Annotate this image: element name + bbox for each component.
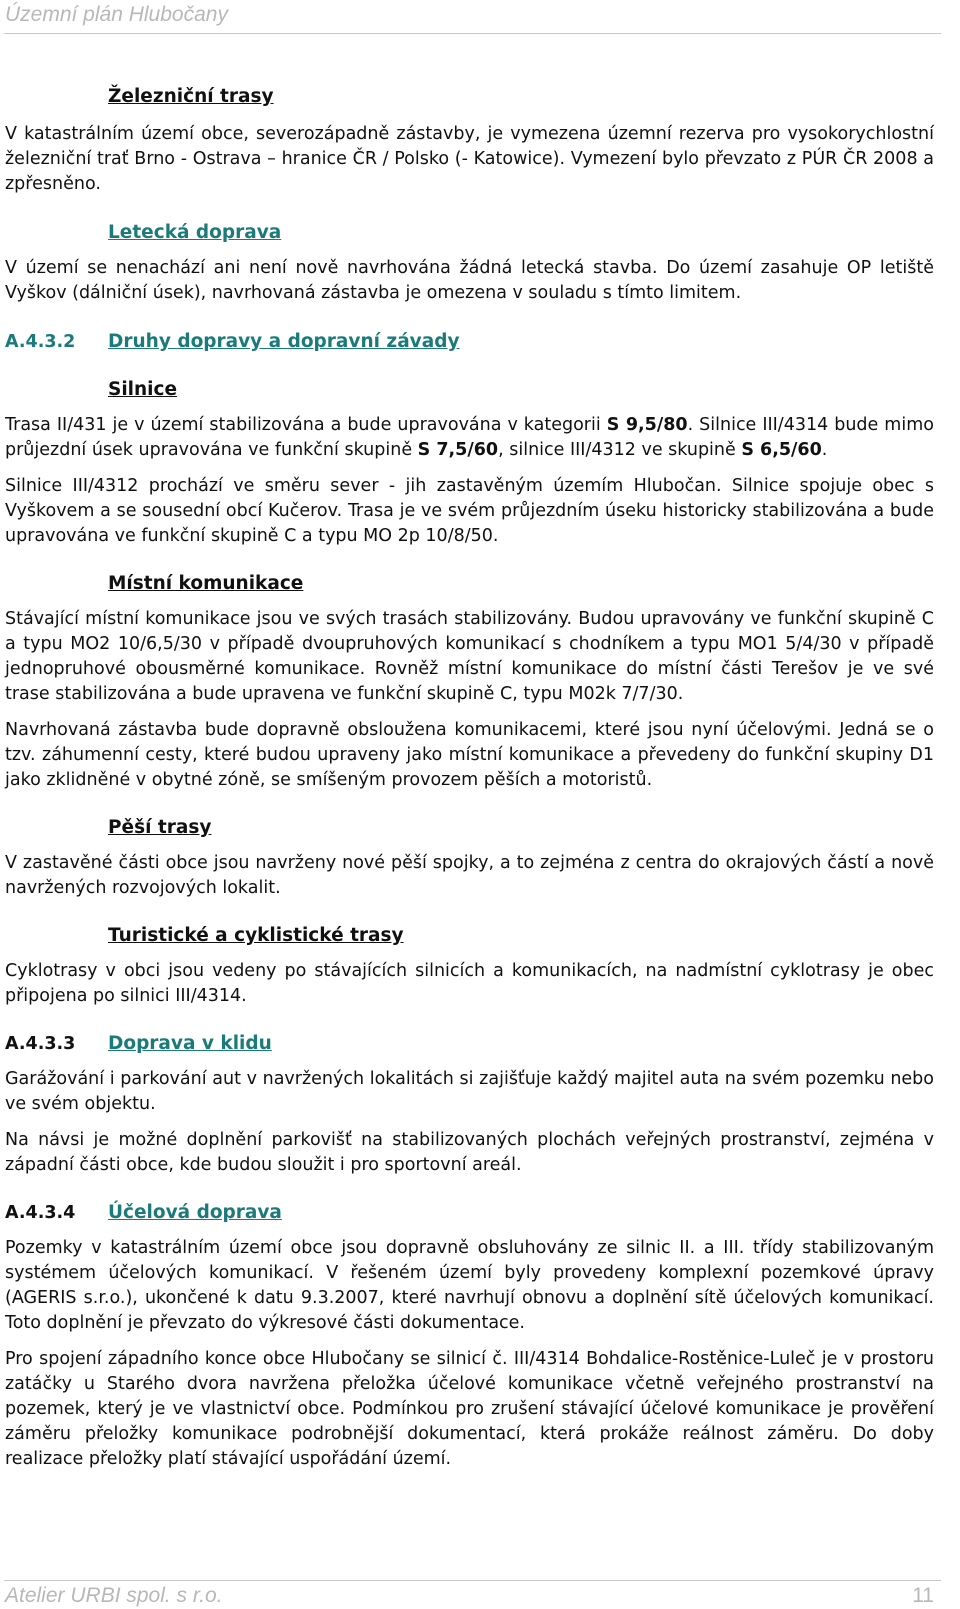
heading-letecka-doprava: Letecká doprava: [108, 222, 282, 243]
document-body: [5, 84, 934, 1472]
paragraph-klid-1: Garážování i parkování aut v navržených lokalitách si zajišťuje každý majitel auta na svém pozemku nebo ve svém objektu.: [5, 1069, 934, 1114]
footer-company: Atelier URBI spol. s r.o.: [5, 1584, 223, 1607]
heading-mistni-komunikace: Místní komunikace: [108, 573, 304, 594]
section-druhy-dopravy: [5, 329, 934, 355]
heading-zeleznicni-trasy: Železniční trasy: [108, 86, 274, 107]
footer-page-number: 11: [912, 1584, 934, 1607]
paragraph-silnice-2: Silnice III/4312 prochází ve směru sever - jih zastavěným územím Hlubočan. Silnice spojuje obec s Vyškovem a se sousední obcí Kučerov. Trasa je ve svém průjezdním úseku historicky stabilizována a bude upravována ve funkční skupině C a typu MO 2p 10/8/50.: [5, 476, 934, 546]
page-header-title: Územní plán Hlubočany: [5, 3, 228, 26]
paragraph-zeleznice: V katastrálním území obce, severozápadně zástavby, je vymezena územní rezerva pro vysokorychlostní železniční trať Brno - Ostrava – hranice ČR / Polsko (- Katowice). Vymezení bylo převzato z PÚR ČR 2008 a zpřesněno.: [5, 124, 934, 194]
paragraph-mistni-2: Navrhovaná zástavba bude dopravně obsloužena komunikacemi, které jsou nyní účelovými. Jedná se o tzv. záhumenní cesty, které budou upraveny jako místní komunikace a převedeny do funkční skupiny D1 jako zklidněné v obytné zóně, se smíšeným provozem pěších a motoristů.: [5, 720, 934, 790]
paragraph-mistni-1: Stávající místní komunikace jsou ve svých trasách stabilizovány. Budou upravovány ve funkční skupině C a typu MO2 10/6,5/30 v případě dvoupruhových komunikací s chodníkem a typu MO1 5/4/30 v případě jednopruhové obousměrné komunikace. Rovněž místní komunikace do místní části Terešov je ve své trase stabilizována a bude upravena ve funkční skupině C, typu M02k 7/7/30.: [5, 609, 934, 704]
header-divider: [4, 33, 941, 34]
section-number: A.4.3.2: [5, 332, 76, 352]
section-number: A.4.3.3: [5, 1034, 76, 1054]
heading-turisticke-trasy: Turistické a cyklistické trasy: [108, 925, 404, 946]
footer-divider: [4, 1580, 941, 1581]
paragraph-ucelova-1: Pozemky v katastrálním území obce jsou dopravně obsluhovány ze silnic II. a III. třídy stabilizovaným systémem účelových komunikací. V řešeném území byly provedeny komplexní pozemkové úpravy (AGERIS s.r.o.), ukončené k datu 9.3.2007, které navrhují obnovu a doplnění sítě účelových komunikací. Toto doplnění je převzato do výkresové části dokumentace.: [5, 1238, 934, 1333]
paragraph-silnice-1: Trasa II/431 je v území stabilizována a bude upravována v kategorii S 9,5/80. Silnice III/4314 bude mimo průjezdní úsek upravována ve funkční skupině S 7,5/60, silnice III/4312 ve skupině S 6,5/60.: [5, 415, 934, 460]
section-ucelova-doprava: [5, 1200, 934, 1226]
paragraph-letecka: V území se nenachází ani není nově navrhována žádná letecká stavba. Do území zasahuje OP letiště Vyškov (dálniční úsek), navrhovaná zástavba je omezena v souladu s tímto limitem.: [5, 258, 934, 303]
paragraph-ucelova-2: Pro spojení západního konce obce Hlubočany se silnicí č. III/4314 Bohdalice-Rostěnice-Luleč je v prostoru zatáčky u Starého dvora navržena přeložka účelové komunikace včetně veřejného prostranství na pozemek, který je ve vlastnictví obce. Podmínkou pro zrušení stávající účelové komunikace je prověření záměru přeložky komunikace podrobnější dokumentací, která prokáže reálnost záměru. Do doby realizace přeložky platí stávající uspořádání území.: [5, 1349, 934, 1469]
section-title: Účelová doprava: [108, 1202, 282, 1223]
paragraph-turisticke: Cyklotrasy v obci jsou vedeny po stávajících silnicích a komunikacích, na nadmístní cyklotrasy je obec připojena po silnici III/4314.: [5, 961, 934, 1006]
section-doprava-v-klidu: [5, 1031, 934, 1057]
heading-silnice: Silnice: [108, 379, 178, 400]
section-title: Doprava v klidu: [108, 1033, 272, 1054]
heading-pesi-trasy: Pěší trasy: [108, 817, 212, 838]
section-number: A.4.3.4: [5, 1203, 76, 1223]
paragraph-klid-2: Na návsi je možné doplnění parkovišť na stabilizovaných plochách veřejných prostranství, zejména v západní části obce, kde budou sloužit i pro sportovní areál.: [5, 1130, 934, 1175]
paragraph-pesi: V zastavěné části obce jsou navrženy nové pěší spojky, a to zejména z centra do okrajových částí a nově navržených rozvojových lokalit.: [5, 853, 934, 898]
section-title: Druhy dopravy a dopravní závady: [108, 331, 460, 352]
